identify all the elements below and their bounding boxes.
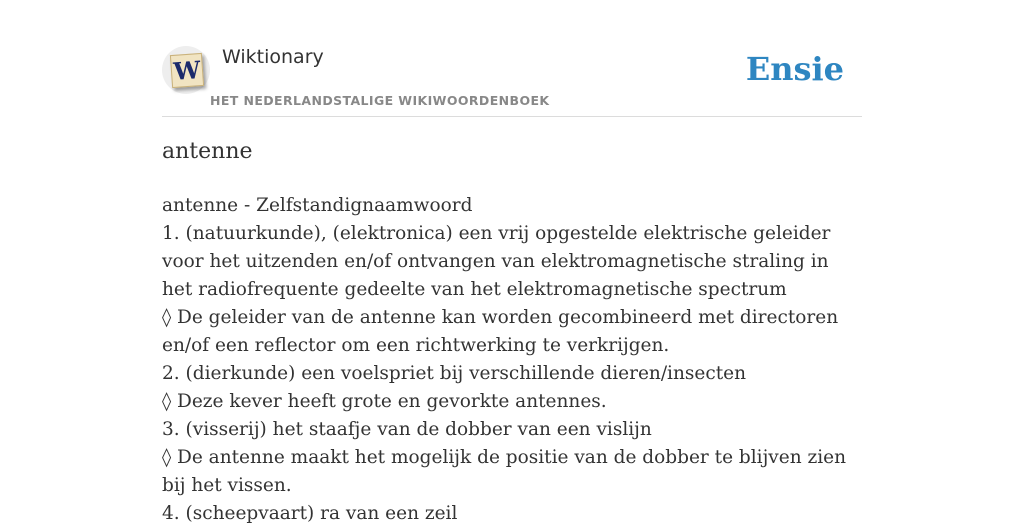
entry-title: antenne: [162, 139, 253, 164]
ensie-brand-logo[interactable]: Ensie: [745, 50, 844, 88]
site-name[interactable]: Wiktionary: [222, 46, 324, 68]
definition-2: 2. (dierkunde) een voelspriet bij verschillende dieren/insecten: [162, 363, 746, 384]
entry-heading-line: antenne - Zelfstandignaamwoord: [162, 195, 473, 216]
wiktionary-logo-icon[interactable]: [162, 46, 210, 94]
site-header: [162, 40, 862, 117]
definition-3: 3. (visserij) het staafje van de dobber van een vislijn: [162, 419, 652, 440]
example-3: ◊ De antenne maakt het mogelijk de positie van de dobber te blijven zien bij het vissen.: [162, 447, 847, 496]
entry-content: [162, 192, 862, 528]
example-2: ◊ Deze kever heeft grote en gevorkte antennes.: [162, 391, 607, 412]
logo-tile: W: [170, 53, 204, 88]
definition-4: 4. (scheepvaart) ra van een zeil: [162, 503, 458, 524]
definition-1: 1. (natuurkunde), (elektronica) een vrij opgestelde elektrische geleider voor het uitzenden en/of ontvangen van elektromagnetische straling in het radiofrequente gedeelte van het elektromagnetische spectrum: [162, 223, 831, 300]
site-tagline: HET NEDERLANDSTALIGE WIKIWOORDENBOEK: [210, 93, 550, 108]
example-1: ◊ De geleider van de antenne kan worden gecombineerd met directoren en/of een reflector om een richtwerking te verkrijgen.: [162, 307, 839, 356]
